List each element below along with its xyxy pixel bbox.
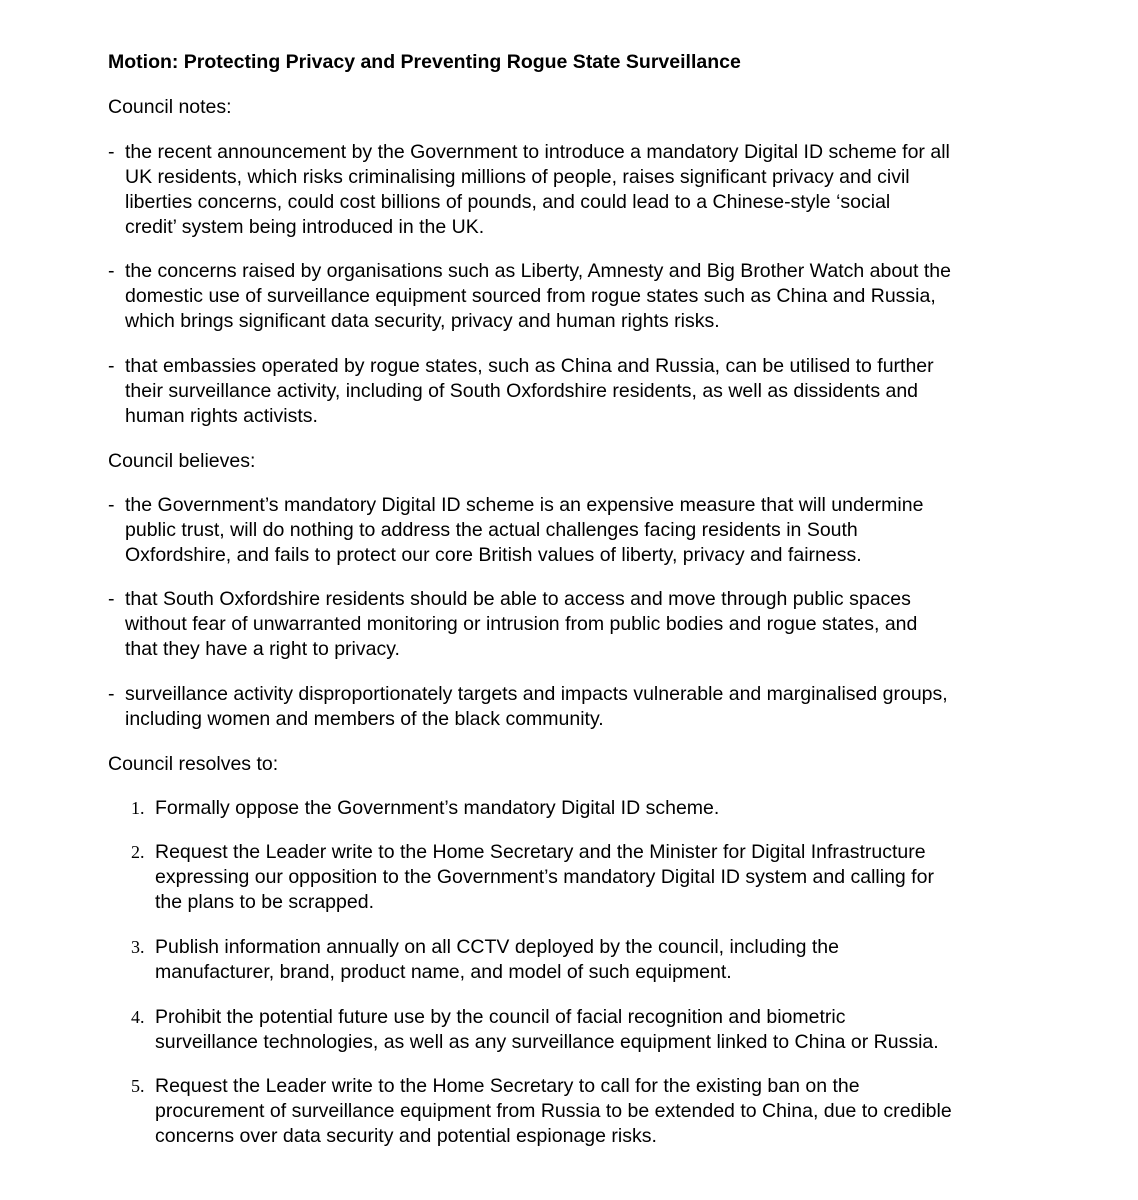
notes-item-3-line-1: that embassies operated by rogue states, such as China and Russia, can be utilised to further bbox=[125, 355, 934, 377]
item-number: 5. bbox=[131, 1076, 145, 1096]
notes-item-2-line-3: which brings significant data security, privacy and human rights risks. bbox=[125, 310, 720, 332]
item-number: 1. bbox=[131, 798, 145, 818]
resolves-item-3-line-1: Publish information annually on all CCTV deployed by the council, including the bbox=[155, 936, 839, 958]
resolves-item-5-line-1: Request the Leader write to the Home Secretary to call for the existing ban on the bbox=[155, 1075, 860, 1097]
resolves-item-4-line-1: Prohibit the potential future use by the council of facial recognition and biometric bbox=[155, 1006, 846, 1028]
believes-heading: Council believes: bbox=[108, 450, 256, 472]
bullet-dash: - bbox=[108, 141, 115, 163]
resolves-item-2-line-1: Request the Leader write to the Home Secretary and the Minister for Digital Infrastructure bbox=[155, 841, 926, 863]
resolves-item-3-line-2: manufacturer, brand, product name, and model of such equipment. bbox=[155, 961, 732, 983]
notes-item-1-line-2: UK residents, which risks criminalising millions of people, raises significant privacy and civil bbox=[125, 166, 910, 188]
resolves-item-5-line-2: procurement of surveillance equipment from Russia to be extended to China, due to credible bbox=[155, 1100, 952, 1122]
bullet-dash: - bbox=[108, 683, 115, 705]
bullet-dash: - bbox=[108, 355, 115, 377]
notes-item-1-line-1: the recent announcement by the Government to introduce a mandatory Digital ID scheme for all bbox=[125, 141, 950, 163]
bullet-dash: - bbox=[108, 588, 115, 610]
believes-item-1-line-2: public trust, will do nothing to address the actual challenges facing residents in South bbox=[125, 519, 858, 541]
believes-item-2-line-1: that South Oxfordshire residents should be able to access and move through public spaces bbox=[125, 588, 911, 610]
believes-item-2-line-3: that they have a right to privacy. bbox=[125, 638, 400, 660]
notes-item-1-line-3: liberties concerns, could cost billions of pounds, and could lead to a Chinese-style ‘social bbox=[125, 191, 891, 213]
believes-item-3-line-1: surveillance activity disproportionately targets and impacts vulnerable and marginalised groups, bbox=[125, 683, 948, 705]
item-number: 2. bbox=[131, 842, 145, 862]
item-number: 3. bbox=[131, 937, 145, 957]
believes-item-2-line-2: without fear of unwarranted monitoring or intrusion from public bodies and rogue states, and bbox=[125, 613, 918, 635]
bullet-dash: - bbox=[108, 494, 115, 516]
resolves-item-4-line-2: surveillance technologies, as well as any surveillance equipment linked to China or Russia. bbox=[155, 1031, 939, 1053]
resolves-item-2-line-3: the plans to be scrapped. bbox=[155, 891, 374, 913]
item-number: 4. bbox=[131, 1007, 145, 1027]
notes-item-2-line-2: domestic use of surveillance equipment sourced from rogue states such as China and Russia, bbox=[125, 285, 936, 307]
resolves-heading: Council resolves to: bbox=[108, 753, 279, 775]
believes-item-1-line-1: the Government’s mandatory Digital ID scheme is an expensive measure that will undermine bbox=[125, 494, 924, 516]
resolves-item-2-line-2: expressing our opposition to the Government’s mandatory Digital ID system and calling for bbox=[155, 866, 934, 888]
believes-item-3-line-2: including women and members of the black community. bbox=[125, 708, 604, 730]
notes-heading: Council notes: bbox=[108, 96, 232, 118]
believes-item-1-line-3: Oxfordshire, and fails to protect our core British values of liberty, privacy and fairness. bbox=[125, 544, 862, 566]
notes-item-3-line-3: human rights activists. bbox=[125, 405, 318, 427]
motion-title: Motion: Protecting Privacy and Preventing Rogue State Surveillance bbox=[108, 51, 741, 73]
notes-item-1-line-4: credit’ system being introduced in the UK. bbox=[125, 216, 485, 238]
resolves-item-5-line-3: concerns over data security and potential espionage risks. bbox=[155, 1125, 657, 1147]
resolves-item-1-line-1: Formally oppose the Government’s mandatory Digital ID scheme. bbox=[155, 797, 720, 819]
notes-item-2-line-1: the concerns raised by organisations such as Liberty, Amnesty and Big Brother Watch about the bbox=[125, 260, 951, 282]
notes-item-3-line-2: their surveillance activity, including of South Oxfordshire residents, as well as dissidents and bbox=[125, 380, 919, 402]
bullet-dash: - bbox=[108, 260, 115, 282]
